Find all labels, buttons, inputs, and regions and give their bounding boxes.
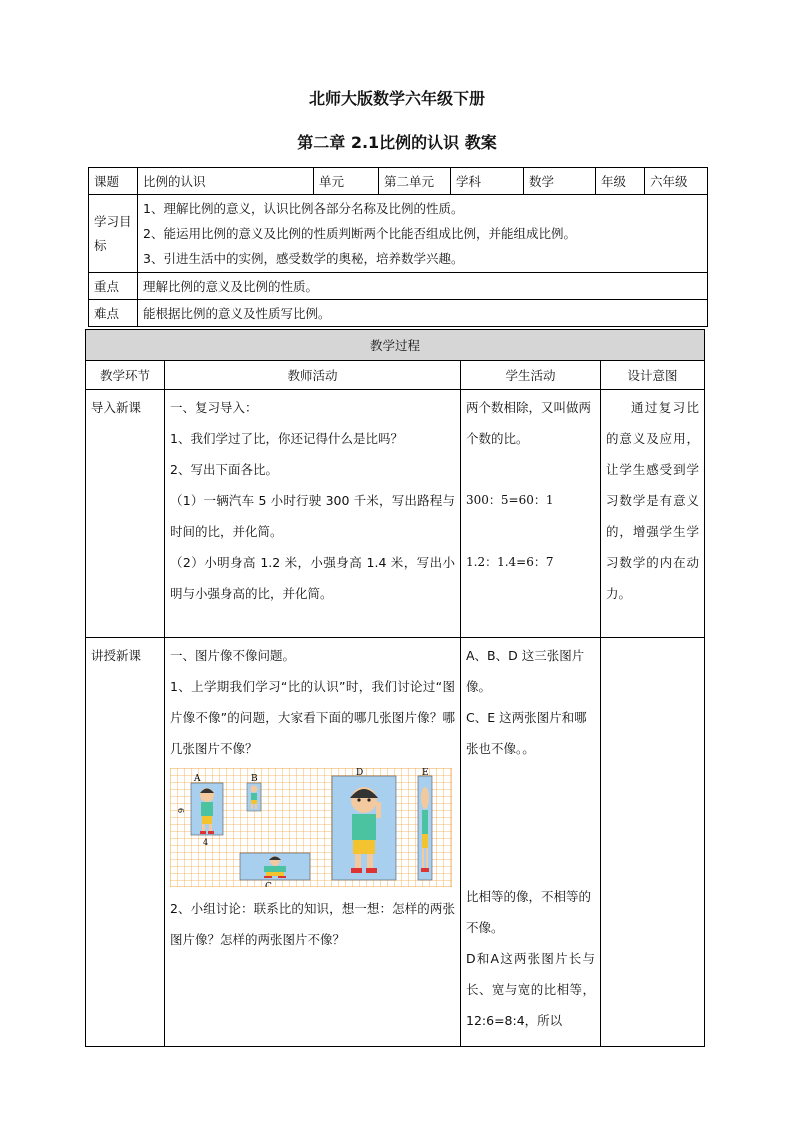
intro-student-line: 300：5=60：1 <box>466 493 554 507</box>
new-student-line: A、B、D 这三张图片像。 <box>466 648 585 694</box>
info-row-basic <box>89 168 708 195</box>
picture-grid-svg <box>170 768 452 887</box>
difficulty-label: 难点 <box>89 300 138 327</box>
key-value: 理解比例的意义及比例的性质。 <box>138 273 708 300</box>
new-student <box>461 638 601 1047</box>
new-teacher-line: 1、上学期我们学习“比的认识”时，我们讨论过“图片像不像”的问题，大家看下面的哪几张图片像？哪几张图片不像？ <box>170 679 455 756</box>
intro-teacher <box>165 390 461 638</box>
picture-d <box>332 776 396 880</box>
new-row <box>86 638 705 1047</box>
new-stage <box>86 638 165 1047</box>
grade-label: 年级 <box>596 168 645 195</box>
label-four: 4 <box>203 838 209 847</box>
new-teacher-line: 2、小组讨论：联系比的知识，想一想：怎样的两张图片像？怎样的两张图片不像？ <box>170 901 455 947</box>
label-a: A <box>194 774 201 784</box>
label-e: E <box>422 768 429 778</box>
intro-row <box>86 390 705 638</box>
col-header-teacher: 教师活动 <box>165 361 461 390</box>
difficulty-value: 能根据比例的意义及性质写比例。 <box>138 300 708 327</box>
unit-value: 第二单元 <box>379 168 451 195</box>
intro-teacher-line: 1、我们学过了比，你还记得什么是比吗？ <box>170 431 403 446</box>
document-title: 北师大版数学六年级下册 <box>308 89 485 108</box>
intro-student-line: 两个数相除，又叫做两个数的比。 <box>466 400 592 446</box>
goals-label: 学习目标 <box>89 195 138 273</box>
subject-value: 数学 <box>524 168 596 195</box>
picture-c <box>240 853 310 880</box>
process-banner: 教学过程 <box>86 330 705 361</box>
intro-design <box>601 390 705 638</box>
goal-item: 3、引进生活中的实例，感受数学的奥秘，培养数学兴趣。 <box>143 251 464 266</box>
picture-grid-figure <box>170 768 452 887</box>
new-teacher <box>165 638 461 1047</box>
intro-teacher-line: （1）一辆汽车 5 小时行驶 300 千米，写出路程与时间的比，并化简。 <box>170 493 455 539</box>
teaching-process-table <box>85 329 705 1047</box>
unit-label: 单元 <box>314 168 379 195</box>
col-header-student: 学生活动 <box>461 361 601 390</box>
picture-e <box>418 776 432 880</box>
subject-label: 学科 <box>451 168 524 195</box>
label-d: D <box>356 768 364 778</box>
intro-stage-label: 导入新课 <box>91 400 142 415</box>
new-student-line: C、E 这两张图片和哪张也不像。。 <box>466 710 587 756</box>
label-c: C <box>265 882 272 887</box>
new-student-line: D和A这两张图片长与长、宽与宽的比相等，12:6=8:4，所以 <box>466 951 595 1028</box>
intro-teacher-line: 一、复习导入： <box>170 400 258 415</box>
intro-teacher-line: 2、写出下面各比。 <box>170 462 278 477</box>
info-row-goals <box>89 195 708 273</box>
key-label: 重点 <box>89 273 138 300</box>
lesson-info-table <box>88 167 708 327</box>
intro-teacher-line: （2）小明身高 1.2 米，小强身高 1.4 米，写出小明与小强身高的比，并化简。 <box>170 555 455 601</box>
label-six: 6 <box>176 808 185 814</box>
intro-student-line: 1.2：1.4=6：7 <box>466 555 554 569</box>
document-subtitle: 第二章 2.1比例的认识 教案 <box>297 133 497 152</box>
col-header-stage: 教学环节 <box>86 361 165 390</box>
picture-a <box>191 783 223 835</box>
intro-design-text: 通过复习比的意义及应用，让学生感受到学习数学是有意义的，增强学生学习数学的内在动力。 <box>606 400 700 601</box>
topic-label: 课题 <box>89 168 138 195</box>
info-row-key <box>89 273 708 300</box>
new-stage-label: 讲授新课 <box>91 648 142 663</box>
new-design <box>601 638 705 1047</box>
intro-student <box>461 390 601 638</box>
goal-item: 2、能运用比例的意义及比例的性质判断两个比能否组成比例，并能组成比例。 <box>143 226 576 241</box>
info-row-difficulty <box>89 300 708 327</box>
goals-list <box>138 195 708 273</box>
label-b: B <box>251 774 258 784</box>
new-student-line: 比相等的像，不相等的不像。 <box>466 889 592 935</box>
intro-stage <box>86 390 165 638</box>
picture-b <box>247 783 261 811</box>
new-teacher-line: 一、图片像不像问题。 <box>170 648 296 663</box>
topic-value: 比例的认识 <box>138 168 314 195</box>
goal-item: 1、理解比例的意义，认识比例各部分名称及比例的性质。 <box>143 201 464 216</box>
grade-value: 六年级 <box>645 168 708 195</box>
col-header-design: 设计意图 <box>601 361 705 390</box>
